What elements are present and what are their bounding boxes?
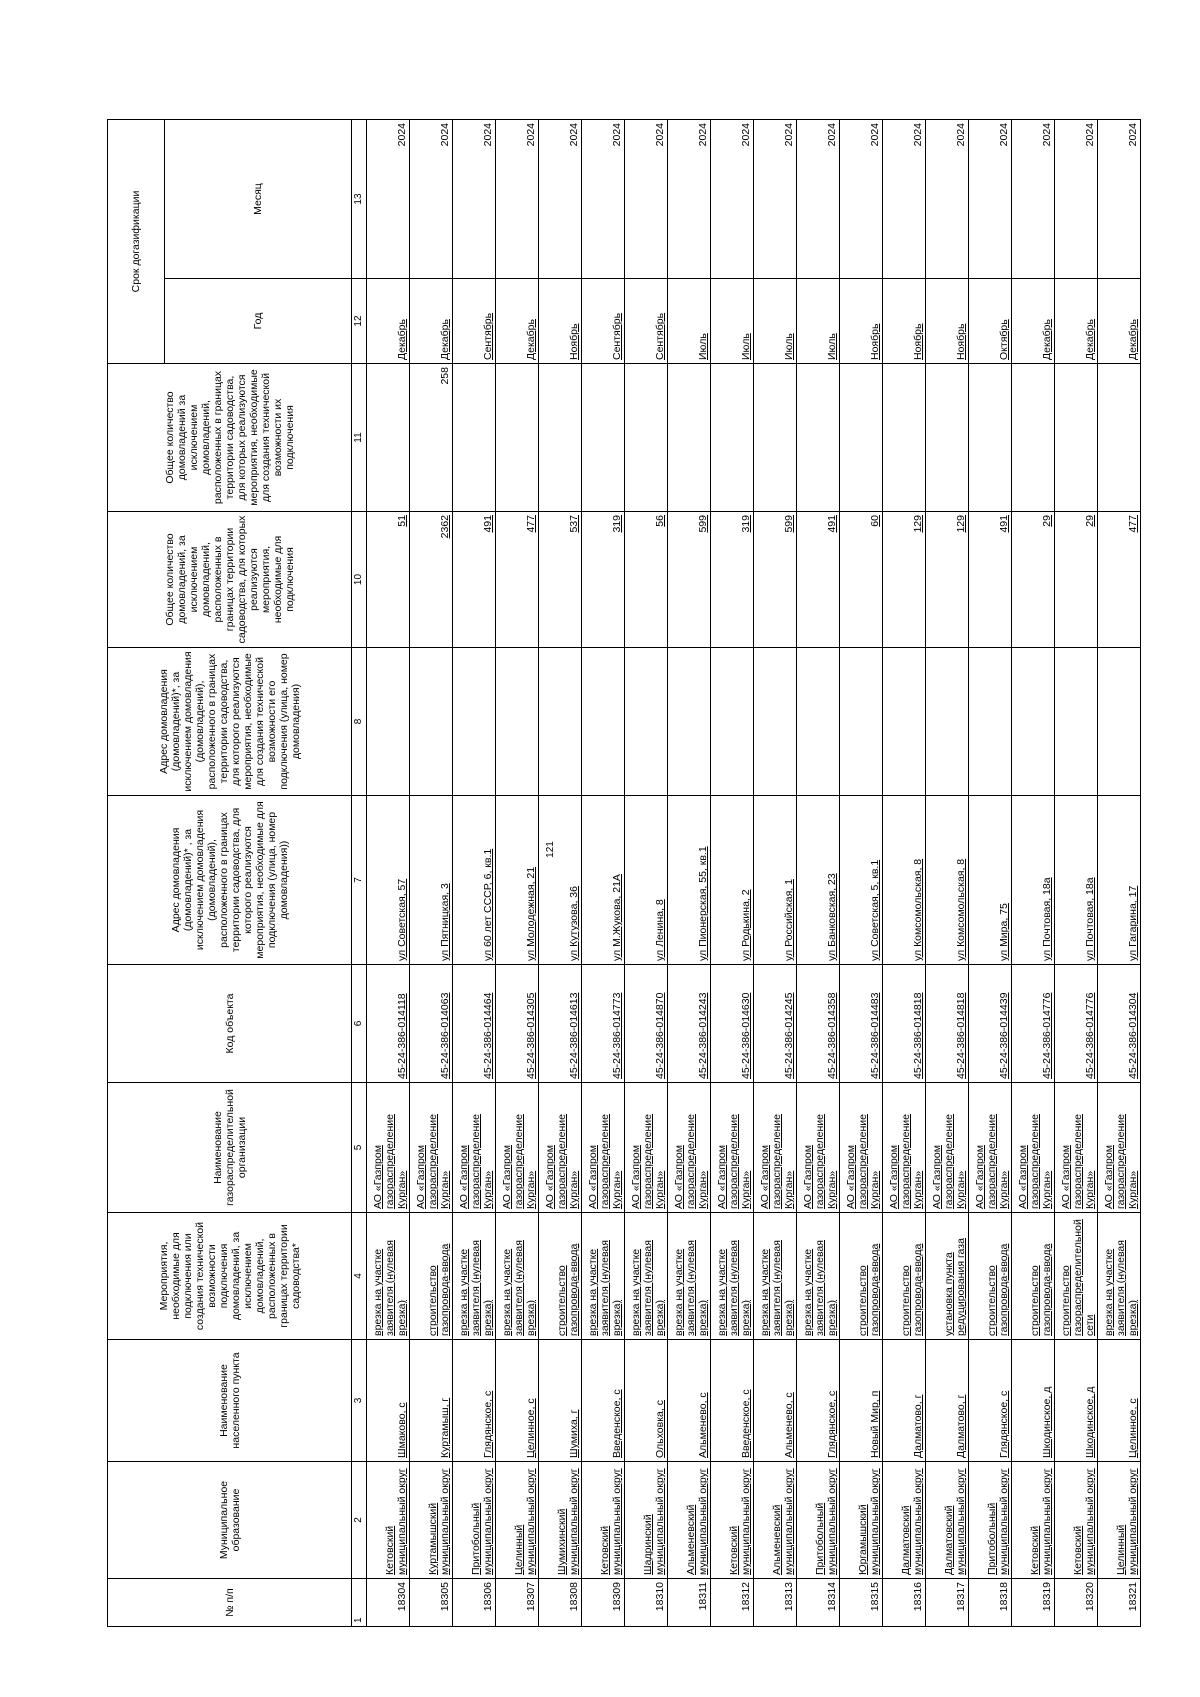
gasification-table	[107, 119, 1141, 1627]
table-row	[668, 120, 711, 1627]
cell-deadline-year: Ноябрь	[840, 279, 883, 364]
cell-deadline-month: 2024	[582, 120, 625, 279]
table-row	[969, 120, 1012, 1627]
cell-deadline-year: Сентябрь	[453, 279, 496, 364]
cell-gas-organization: АО «Газпром газораспределение Курган»	[926, 1083, 969, 1213]
header-address-connection: Адрес домовладения (домовладений)* , за исключением домовладения (домовладений), расположенного в границах территории садоводства, для которого реализуются мероприятия, необходимые для подключения (улица, номер домовладения))	[108, 796, 352, 965]
table-row	[1012, 120, 1055, 1627]
header-count-connection: Общее количество домовладений, за исключением домовладений, расположенных в границах территории садоводства, для которых реализуются мероприятия, необходимые для подключения	[108, 512, 352, 648]
cell-object-code: 45-24-386-014613	[539, 965, 582, 1083]
cell-object-code: 45-24-386-014305	[496, 965, 539, 1083]
cell-address-tech	[1012, 648, 1055, 796]
cell-measure: строительство газопровода-ввода	[410, 1213, 453, 1340]
cell-municipality: Кетовский муниципальный округ	[711, 1462, 754, 1579]
cell-count-tech	[582, 364, 625, 512]
cell-measure: врезка на участке заявителя (нулевая врезка)	[367, 1213, 410, 1340]
cell-count-connection: 491	[453, 512, 496, 648]
cell-measure: врезка на участке заявителя (нулевая врезка)	[496, 1213, 539, 1340]
cell-measure: строительство газопровода-ввода	[883, 1213, 926, 1340]
cell-address-tech	[367, 648, 410, 796]
cell-count-connection: 60	[840, 512, 883, 648]
header-measures: Мероприятия, необходимые для подключения или создания технической возможности подключения домовладений, за исключением домовладений, расположенных в границах территории садоводства*	[108, 1213, 352, 1340]
cell-municipality: Целинный муниципальный округ	[1098, 1462, 1141, 1579]
cell-measure: врезка на участке заявителя (нулевая врезка)	[754, 1213, 797, 1340]
cell-count-tech	[1012, 364, 1055, 512]
cell-deadline-month: 2024	[539, 120, 582, 279]
cell-address-tech	[711, 648, 754, 796]
table-row	[797, 120, 840, 1627]
cell-gas-organization: АО «Газпром газораспределение Курган»	[883, 1083, 926, 1213]
cell-object-code: 45-24-386-014245	[754, 965, 797, 1083]
cell-object-code: 45-24-386-014870	[625, 965, 668, 1083]
cell-count-tech	[668, 364, 711, 512]
cell-gas-organization: АО «Газпром газораспределение Курган»	[797, 1083, 840, 1213]
cell-deadline-year: Сентябрь	[625, 279, 668, 364]
table-row	[926, 120, 969, 1627]
cell-count-tech	[754, 364, 797, 512]
cell-deadline-year: Декабрь	[1055, 279, 1098, 364]
column-number: 1	[352, 1579, 367, 1627]
cell-row-number: 18319	[1012, 1579, 1055, 1627]
cell-settlement: Глядянское, с	[797, 1340, 840, 1462]
cell-settlement: Ольховка, с	[625, 1340, 668, 1462]
cell-measure: строительство газопровода-ввода	[539, 1213, 582, 1340]
table-row	[539, 120, 582, 1627]
cell-row-number: 18307	[496, 1579, 539, 1627]
cell-measure: строительство газопровода-ввода	[969, 1213, 1012, 1340]
cell-object-code: 45-24-386-014776	[1055, 965, 1098, 1083]
cell-settlement: Шмаково, с	[367, 1340, 410, 1462]
cell-count-tech	[840, 364, 883, 512]
cell-object-code: 45-24-386-014818	[883, 965, 926, 1083]
cell-address-tech	[883, 648, 926, 796]
cell-count-connection: 319	[582, 512, 625, 648]
header-address-tech: Адрес домовладения (домовладений)*, за исключением домовладения (домовладений), расположенного в границах территории садоводства, для которого реализуются мероприятия, необходимые для создания технической возможности его подключения (улица, номер домовладения)	[108, 648, 352, 796]
cell-settlement: Введенское, с	[711, 1340, 754, 1462]
cell-measure: строительство газораспределительной сети	[1055, 1213, 1098, 1340]
cell-row-number: 18311	[668, 1579, 711, 1627]
cell-deadline-year: Ноябрь	[883, 279, 926, 364]
cell-object-code: 45-24-386-014063	[410, 965, 453, 1083]
cell-count-connection: 2362	[410, 512, 453, 648]
header-object-code: Код объекта	[108, 965, 352, 1083]
cell-deadline-year: Сентябрь	[582, 279, 625, 364]
cell-count-tech	[1055, 364, 1098, 512]
cell-address-connection: ул 60 лет СССР, 6, кв.1	[453, 796, 496, 965]
cell-measure: строительство газопровода-ввода	[1012, 1213, 1055, 1340]
cell-address-connection: ул Гагарина, 17	[1098, 796, 1141, 965]
cell-object-code: 45-24-386-014304	[1098, 965, 1141, 1083]
table-row	[711, 120, 754, 1627]
cell-address-tech	[539, 648, 582, 796]
cell-count-tech	[969, 364, 1012, 512]
cell-measure: врезка на участке заявителя (нулевая врезка)	[711, 1213, 754, 1340]
cell-count-tech	[883, 364, 926, 512]
cell-object-code: 45-24-386-014243	[668, 965, 711, 1083]
table-row	[367, 120, 410, 1627]
cell-deadline-year: Декабрь	[410, 279, 453, 364]
cell-gas-organization: АО «Газпром газораспределение Курган»	[625, 1083, 668, 1213]
cell-count-connection: 129	[883, 512, 926, 648]
cell-deadline-year: Октябрь	[969, 279, 1012, 364]
cell-count-connection: 477	[1098, 512, 1141, 648]
column-number: 2	[352, 1462, 367, 1579]
cell-measure: врезка на участке заявителя (нулевая врезка)	[668, 1213, 711, 1340]
column-number: 10	[352, 512, 367, 648]
cell-count-tech	[926, 364, 969, 512]
header-count-tech: Общее количество домовладений за исключением домовладений, расположенных в границах территории садоводства, для которых реализуются мероприятия, необходимые для создания технической возможности их подключения	[108, 364, 352, 512]
cell-address-connection: ул Родькина, 2	[711, 796, 754, 965]
cell-municipality: Кетовский муниципальный округ	[1012, 1462, 1055, 1579]
cell-count-connection: 599	[668, 512, 711, 648]
cell-deadline-year: Июль	[668, 279, 711, 364]
cell-deadline-month: 2024	[840, 120, 883, 279]
cell-address-connection: ул Кутузова, 36	[539, 796, 582, 965]
header-year: Год	[165, 279, 352, 364]
cell-object-code: 45-24-386-014358	[797, 965, 840, 1083]
cell-row-number: 18313	[754, 1579, 797, 1627]
cell-settlement: Далматово, г	[883, 1340, 926, 1462]
cell-address-connection: ул Почтовая, 18а	[1055, 796, 1098, 965]
column-number: 12	[352, 279, 367, 364]
column-number: 8	[352, 648, 367, 796]
cell-address-connection: ул Почтовая, 18а	[1012, 796, 1055, 965]
cell-object-code: 45-24-386-014776	[1012, 965, 1055, 1083]
cell-address-connection: ул Комсомольская, 8	[883, 796, 926, 965]
cell-address-tech	[582, 648, 625, 796]
column-number: 6	[352, 965, 367, 1083]
cell-measure: врезка на участке заявителя (нулевая врезка)	[625, 1213, 668, 1340]
column-number: 3	[352, 1340, 367, 1462]
cell-row-number: 18305	[410, 1579, 453, 1627]
cell-count-tech	[625, 364, 668, 512]
cell-municipality: Притобольный муниципальный округ	[797, 1462, 840, 1579]
cell-deadline-month: 2024	[926, 120, 969, 279]
cell-count-tech: 258	[410, 364, 453, 512]
cell-municipality: Кетовский муниципальный округ	[1055, 1462, 1098, 1579]
cell-row-number: 18306	[453, 1579, 496, 1627]
cell-address-connection: ул Молодежная, 21	[496, 796, 539, 965]
cell-count-tech	[496, 364, 539, 512]
cell-count-connection: 29	[1012, 512, 1055, 648]
cell-count-connection: 491	[797, 512, 840, 648]
cell-address-connection: ул Советская, 57	[367, 796, 410, 965]
cell-deadline-year: Июль	[711, 279, 754, 364]
column-number: 11	[352, 364, 367, 512]
cell-settlement: Шумиха, г	[539, 1340, 582, 1462]
cell-count-tech	[453, 364, 496, 512]
cell-deadline-month: 2024	[668, 120, 711, 279]
cell-settlement: Шкодинское, д	[1012, 1340, 1055, 1462]
cell-count-connection: 599	[754, 512, 797, 648]
cell-object-code: 45-24-386-014483	[840, 965, 883, 1083]
column-number-row	[352, 120, 367, 1627]
cell-municipality: Притобольный муниципальный округ	[453, 1462, 496, 1579]
cell-measure: врезка на участке заявителя (нулевая врезка)	[582, 1213, 625, 1340]
cell-deadline-year: Июль	[797, 279, 840, 364]
cell-measure: строительство газопровода-ввода	[840, 1213, 883, 1340]
table-row	[754, 120, 797, 1627]
cell-address-connection: ул Пятницкая, 3	[410, 796, 453, 965]
cell-address-connection: ул Ленина, 8	[625, 796, 668, 965]
cell-deadline-month: 2024	[969, 120, 1012, 279]
cell-settlement: Далматово, г	[926, 1340, 969, 1462]
cell-municipality: Шадринский муниципальный округ	[625, 1462, 668, 1579]
cell-gas-organization: АО «Газпром газораспределение Курган»	[1055, 1083, 1098, 1213]
cell-address-connection: ул Комсомольская, 8	[926, 796, 969, 965]
table-row	[453, 120, 496, 1627]
cell-municipality: Далматовский муниципальный округ	[883, 1462, 926, 1579]
cell-address-tech	[410, 648, 453, 796]
cell-measure: врезка на участке заявителя (нулевая врезка)	[797, 1213, 840, 1340]
cell-address-tech	[797, 648, 840, 796]
cell-settlement: Новый Мир, п	[840, 1340, 883, 1462]
cell-municipality: Притобольный муниципальный округ	[969, 1462, 1012, 1579]
cell-address-connection: ул М.Жукова, 21А	[582, 796, 625, 965]
cell-count-tech	[711, 364, 754, 512]
cell-row-number: 18309	[582, 1579, 625, 1627]
cell-row-number: 18312	[711, 1579, 754, 1627]
cell-measure: врезка на участке заявителя (нулевая врезка)	[453, 1213, 496, 1340]
cell-deadline-year: Декабрь	[496, 279, 539, 364]
table-row	[410, 120, 453, 1627]
cell-gas-organization: АО «Газпром газораспределение Курган»	[410, 1083, 453, 1213]
cell-address-tech	[969, 648, 1012, 796]
table-row	[496, 120, 539, 1627]
cell-measure: врезка на участке заявителя (нулевая врезка)	[1098, 1213, 1141, 1340]
cell-address-tech	[496, 648, 539, 796]
cell-deadline-year: Декабрь	[367, 279, 410, 364]
column-number: 7	[352, 796, 367, 965]
cell-row-number: 18310	[625, 1579, 668, 1627]
cell-gas-organization: АО «Газпром газораспределение Курган»	[582, 1083, 625, 1213]
cell-address-connection: ул Банковская, 23	[797, 796, 840, 965]
cell-gas-organization: АО «Газпром газораспределение Курган»	[539, 1083, 582, 1213]
cell-settlement: Введенское, с	[582, 1340, 625, 1462]
cell-address-tech	[840, 648, 883, 796]
cell-count-connection: 491	[969, 512, 1012, 648]
cell-gas-organization: АО «Газпром газораспределение Курган»	[754, 1083, 797, 1213]
cell-deadline-month: 2024	[711, 120, 754, 279]
cell-municipality: Кетовский муниципальный округ	[367, 1462, 410, 1579]
cell-row-number: 18304	[367, 1579, 410, 1627]
header-month: Месяц	[165, 120, 352, 279]
cell-row-number: 18308	[539, 1579, 582, 1627]
cell-count-connection: 129	[926, 512, 969, 648]
cell-address-tech	[926, 648, 969, 796]
cell-address-tech	[625, 648, 668, 796]
column-number: 4	[352, 1213, 367, 1340]
cell-address-connection: ул Мира, 75	[969, 796, 1012, 965]
cell-deadline-month: 2024	[1055, 120, 1098, 279]
cell-municipality: Юргамышский муниципальный округ	[840, 1462, 883, 1579]
cell-deadline-month: 2024	[367, 120, 410, 279]
cell-row-number: 18321	[1098, 1579, 1141, 1627]
table-body	[367, 120, 1141, 1627]
cell-count-connection: 477	[496, 512, 539, 648]
cell-settlement: Целинное, с	[496, 1340, 539, 1462]
cell-municipality: Шумихинский муниципальный округ	[539, 1462, 582, 1579]
cell-settlement: Глядянское, с	[969, 1340, 1012, 1462]
cell-deadline-month: 2024	[883, 120, 926, 279]
cell-count-connection: 319	[711, 512, 754, 648]
header-municipality: Муниципальное образование	[108, 1462, 352, 1579]
cell-gas-organization: АО «Газпром газораспределение Курган»	[367, 1083, 410, 1213]
cell-gas-organization: АО «Газпром газораспределение Курган»	[453, 1083, 496, 1213]
cell-row-number: 18317	[926, 1579, 969, 1627]
cell-gas-organization: АО «Газпром газораспределение Курган»	[969, 1083, 1012, 1213]
cell-address-tech	[1055, 648, 1098, 796]
cell-settlement: Шкодинское, д	[1055, 1340, 1098, 1462]
cell-row-number: 18315	[840, 1579, 883, 1627]
cell-measure: установка пункта редуцирования газа	[926, 1213, 969, 1340]
cell-municipality: Целинный муниципальный округ	[496, 1462, 539, 1579]
cell-object-code: 45-24-386-014773	[582, 965, 625, 1083]
cell-object-code: 45-24-386-014118	[367, 965, 410, 1083]
cell-gas-organization: АО «Газпром газораспределение Курган»	[1012, 1083, 1055, 1213]
column-number: 5	[352, 1083, 367, 1213]
cell-deadline-month: 2024	[410, 120, 453, 279]
cell-count-tech	[797, 364, 840, 512]
cell-gas-organization: АО «Газпром газораспределение Курган»	[496, 1083, 539, 1213]
table-row	[582, 120, 625, 1627]
cell-deadline-year: Декабрь	[1012, 279, 1055, 364]
cell-gas-organization: АО «Газпром газораспределение Курган»	[840, 1083, 883, 1213]
table-row	[840, 120, 883, 1627]
cell-address-tech	[754, 648, 797, 796]
header-num: № п/п	[108, 1579, 352, 1627]
cell-settlement: Альменево, с	[668, 1340, 711, 1462]
cell-deadline-year: Ноябрь	[926, 279, 969, 364]
cell-count-connection: 29	[1055, 512, 1098, 648]
cell-address-tech	[453, 648, 496, 796]
rotated-table-wrapper	[107, 120, 1139, 1627]
column-number: 13	[352, 120, 367, 279]
cell-municipality: Куртамышский муниципальный округ	[410, 1462, 453, 1579]
cell-municipality: Альменевский муниципальный округ	[668, 1462, 711, 1579]
cell-settlement: Куртамыш, г	[410, 1340, 453, 1462]
table-row	[1055, 120, 1098, 1627]
cell-address-connection: ул Пионерская, 55, кв.1	[668, 796, 711, 965]
cell-municipality: Далматовский муниципальный округ	[926, 1462, 969, 1579]
cell-address-tech	[1098, 648, 1141, 796]
cell-deadline-month: 2024	[453, 120, 496, 279]
cell-address-connection: ул Советская, 5, кв.1	[840, 796, 883, 965]
cell-deadline-month: 2024	[754, 120, 797, 279]
page-number: 121	[544, 840, 556, 858]
cell-address-tech	[668, 648, 711, 796]
cell-deadline-year: Ноябрь	[539, 279, 582, 364]
table-row	[1098, 120, 1141, 1627]
cell-gas-organization: АО «Газпром газораспределение Курган»	[711, 1083, 754, 1213]
cell-deadline-month: 2024	[1098, 120, 1141, 279]
cell-object-code: 45-24-386-014464	[453, 965, 496, 1083]
cell-deadline-year: Декабрь	[1098, 279, 1141, 364]
cell-settlement: Альменево, с	[754, 1340, 797, 1462]
header-settlement: Наименование населенного пункта	[108, 1340, 352, 1462]
cell-object-code: 45-24-386-014439	[969, 965, 1012, 1083]
cell-deadline-month: 2024	[496, 120, 539, 279]
cell-row-number: 18316	[883, 1579, 926, 1627]
cell-object-code: 45-24-386-014630	[711, 965, 754, 1083]
cell-row-number: 18320	[1055, 1579, 1098, 1627]
header-gas-org: Наименование газораспределительной организации	[108, 1083, 352, 1213]
table-row	[883, 120, 926, 1627]
cell-count-tech	[367, 364, 410, 512]
cell-count-connection: 56	[625, 512, 668, 648]
cell-count-tech	[539, 364, 582, 512]
cell-count-connection: 51	[367, 512, 410, 648]
header-deadline: Срок догазификации	[108, 120, 165, 364]
cell-municipality: Альменевский муниципальный округ	[754, 1462, 797, 1579]
cell-deadline-month: 2024	[625, 120, 668, 279]
cell-row-number: 18314	[797, 1579, 840, 1627]
cell-deadline-month: 2024	[1012, 120, 1055, 279]
cell-settlement: Глядянское, с	[453, 1340, 496, 1462]
table-row	[625, 120, 668, 1627]
cell-municipality: Кетовский муниципальный округ	[582, 1462, 625, 1579]
cell-object-code: 45-24-386-014818	[926, 965, 969, 1083]
cell-settlement: Целинное, с	[1098, 1340, 1141, 1462]
cell-count-connection: 537	[539, 512, 582, 648]
cell-deadline-month: 2024	[797, 120, 840, 279]
cell-address-connection: ул Российская, 1	[754, 796, 797, 965]
cell-deadline-year: Июль	[754, 279, 797, 364]
cell-gas-organization: АО «Газпром газораспределение Курган»	[668, 1083, 711, 1213]
cell-count-tech	[1098, 364, 1141, 512]
cell-row-number: 18318	[969, 1579, 1012, 1627]
cell-gas-organization: АО «Газпром газораспределение Курган»	[1098, 1083, 1141, 1213]
